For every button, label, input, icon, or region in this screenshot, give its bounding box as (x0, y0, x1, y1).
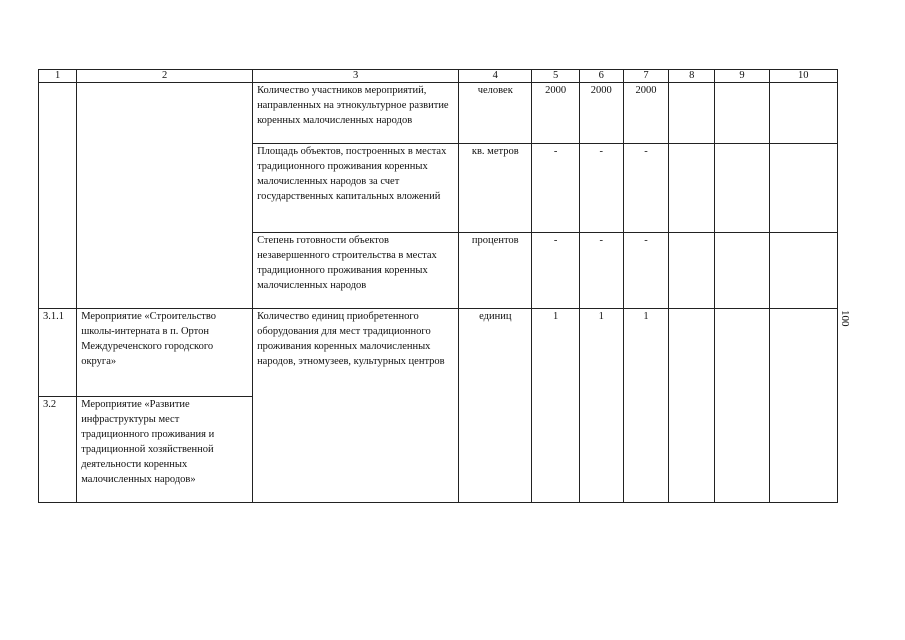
value-cell: 1 (532, 309, 579, 503)
value-cell: - (532, 233, 579, 309)
document-table (38, 69, 838, 503)
column-number: 3 (253, 70, 459, 83)
unit-cell: процентов (459, 233, 532, 309)
column-number: 9 (715, 70, 769, 83)
empty-cell (669, 309, 715, 503)
empty-cell (715, 309, 769, 503)
table-row (39, 83, 838, 144)
empty-cell (769, 144, 837, 233)
indicator-cell: Площадь объектов, построенных в местах традиционного проживания коренных малочисленных народов за счет государственных капитальных вложений (253, 144, 459, 233)
empty-cell (769, 233, 837, 309)
column-number: 4 (459, 70, 532, 83)
value-cell: 1 (623, 309, 668, 503)
value-cell: - (623, 144, 668, 233)
value-cell: 2000 (623, 83, 668, 144)
empty-cell (769, 83, 837, 144)
table-row (39, 309, 838, 397)
value-cell: - (579, 144, 623, 233)
activity-cell: Мероприятие «Развитие инфраструктуры мест традиционного проживания и традиционной хозяйственной деятельности коренных малочисленных народов» (77, 397, 253, 503)
empty-cell (669, 144, 715, 233)
empty-cell (669, 233, 715, 309)
column-number: 1 (39, 70, 77, 83)
column-number: 8 (669, 70, 715, 83)
indicator-cell: Количество участников мероприятий, направленных на этнокультурное развитие коренных малочисленных народов (253, 83, 459, 144)
column-number: 10 (769, 70, 837, 83)
indicator-cell: Количество единиц приобретенного оборудования для мест традиционного проживания коренных малочисленных народов, этномузеев, культурных центров (253, 309, 459, 503)
number-cell: 3.2 (39, 397, 77, 503)
column-number: 7 (623, 70, 668, 83)
empty-cell (669, 83, 715, 144)
activity-cell (77, 83, 253, 309)
unit-cell: единиц (459, 309, 532, 503)
empty-cell (715, 83, 769, 144)
unit-cell: кв. метров (459, 144, 532, 233)
value-cell: - (579, 233, 623, 309)
indicator-cell: Степень готовности объектов незавершенного строительства в местах традиционного проживания коренных малочисленных народов (253, 233, 459, 309)
number-cell: 3.1.1 (39, 309, 77, 397)
empty-cell (715, 233, 769, 309)
empty-cell (715, 144, 769, 233)
value-cell: 1 (579, 309, 623, 503)
empty-cell (769, 309, 837, 503)
value-cell: 2000 (532, 83, 579, 144)
value-cell: - (532, 144, 579, 233)
column-number: 2 (77, 70, 253, 83)
unit-cell: человек (459, 83, 532, 144)
value-cell: 2000 (579, 83, 623, 144)
column-number: 5 (532, 70, 579, 83)
column-number: 6 (579, 70, 623, 83)
number-cell (39, 83, 77, 309)
value-cell: - (623, 233, 668, 309)
page-number: 100 (839, 310, 851, 327)
column-number-row (39, 70, 838, 83)
activity-cell: Мероприятие «Строительство школы-интерната в п. Ортон Междуреченского городского округа» (77, 309, 253, 397)
